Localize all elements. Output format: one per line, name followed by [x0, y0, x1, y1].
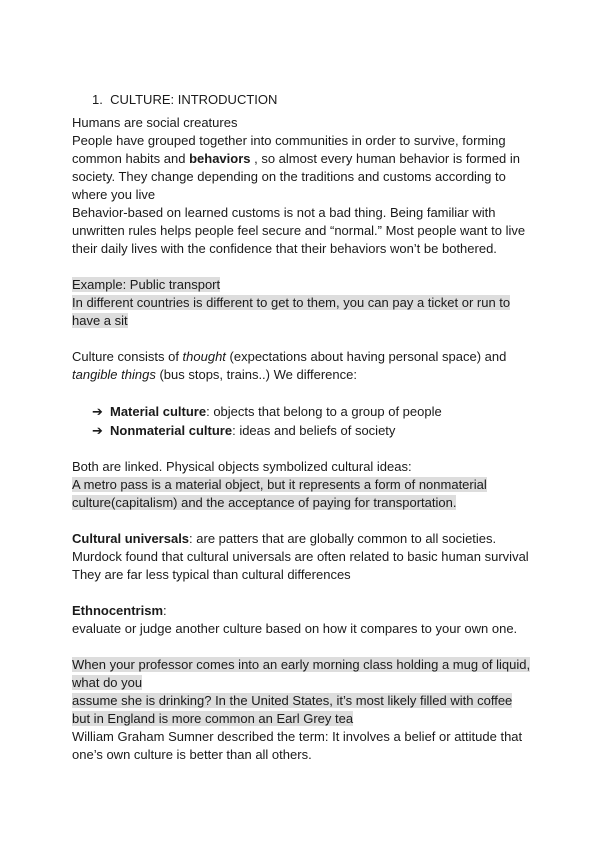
universals-text: : are patters that are globally common to all societies. [189, 531, 497, 546]
intro-text: common habits and [72, 151, 190, 166]
ethno-line-2: evaluate or judge another culture based on how it compares to your own one. [72, 621, 518, 636]
intro-line-5: where you live [72, 187, 156, 202]
bullet-text: : ideas and beliefs of society [232, 423, 396, 438]
intro-line-3 [72, 150, 520, 168]
culture-text: (bus stops, trains..) We difference: [155, 367, 357, 382]
professor-line-3 [72, 692, 512, 710]
professor-line-1 [72, 656, 530, 674]
culture-text: (expectations about having personal space) and [225, 349, 507, 364]
highlighted-text: When your professor comes into an early morning class holding a mug of liquid, [72, 657, 531, 672]
arrow-icon: ➔ [92, 423, 103, 438]
professor-line-4 [72, 710, 353, 728]
highlighted-text: assume she is drinking? In the United States, it’s most likely filled with coffee [72, 693, 513, 708]
intro-text: , so almost every human behavior is formed in [250, 151, 521, 166]
highlighted-text: have a sit [72, 313, 128, 328]
linked-line-2 [72, 476, 487, 494]
professor-line-5: William Graham Sumner described the term: It involves a belief or attitude that [72, 729, 523, 744]
bullet-item [92, 403, 442, 421]
culture-text: Culture consists of [72, 349, 183, 364]
highlighted-text: A metro pass is a material object, but it represents a form of nonmaterial [72, 477, 487, 492]
highlighted-text: Example: Public transport [72, 277, 221, 292]
universals-line-3: They are far less typical than cultural differences [72, 567, 351, 582]
highlighted-text: what do you [72, 675, 143, 690]
professor-line-6: one’s own culture is better than all others. [72, 747, 312, 762]
universals-line-2: Murdock found that cultural universals are often related to basic human survival [72, 549, 529, 564]
linked-line-3 [72, 494, 456, 512]
italic-term-thought: thought [182, 349, 226, 364]
linked-line-1: Both are linked. Physical objects symbolized cultural ideas: [72, 459, 412, 474]
heading-text: CULTURE: INTRODUCTION [110, 92, 278, 107]
bold-term-behaviors: behaviors [189, 151, 251, 166]
italic-term-tangible: tangible things [72, 367, 156, 382]
culture-line-1 [72, 348, 506, 366]
universals-line-1 [72, 530, 496, 548]
bullet-term: Material culture [110, 404, 207, 419]
example-line-2 [72, 294, 510, 312]
intro-line-8: their daily lives with the confidence that their behaviors won’t be bothered. [72, 241, 497, 256]
ethno-colon: : [163, 603, 167, 618]
heading-number: 1. [92, 92, 103, 107]
intro-line-2: People have grouped together into communities in order to survive, forming [72, 133, 506, 148]
intro-line-7: unwritten rules helps people feel secure and “normal.” Most people want to live [72, 223, 526, 238]
highlighted-text: In different countries is different to get to them, you can pay a ticket or run to [72, 295, 511, 310]
bold-term-universals: Cultural universals [72, 531, 190, 546]
intro-line-4: society. They change depending on the traditions and customs according to [72, 169, 506, 184]
culture-line-2 [72, 366, 357, 384]
highlighted-text: culture(capitalism) and the acceptance of paying for transportation. [72, 495, 457, 510]
ethno-line-1 [72, 602, 167, 620]
bold-term-ethnocentrism: Ethnocentrism [72, 603, 164, 618]
professor-line-2 [72, 674, 142, 692]
intro-line-1: Humans are social creatures [72, 115, 238, 130]
arrow-icon: ➔ [92, 404, 103, 419]
highlighted-text: but in England is more common an Earl Grey tea [72, 711, 354, 726]
section-heading [92, 91, 277, 109]
bullet-term: Nonmaterial culture [110, 423, 233, 438]
bullet-text: : objects that belong to a group of people [206, 404, 442, 419]
example-line-1 [72, 276, 220, 294]
bullet-item [92, 422, 395, 440]
intro-line-6: Behavior-based on learned customs is not a bad thing. Being familiar with [72, 205, 496, 220]
example-line-3 [72, 312, 128, 330]
